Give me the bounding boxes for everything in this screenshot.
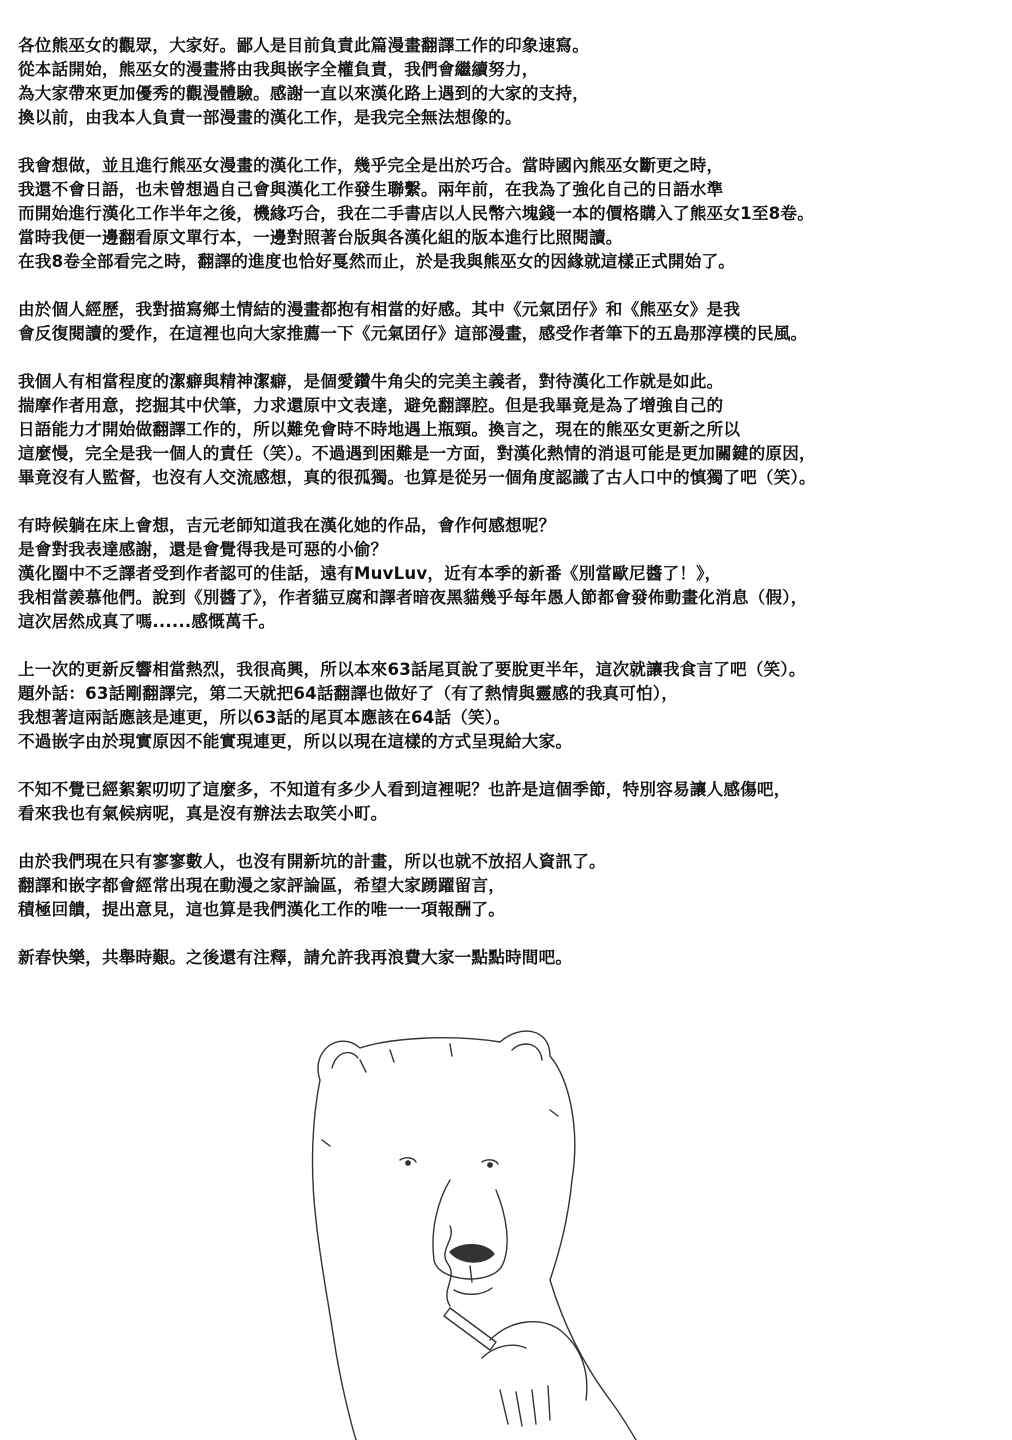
text-line: 不知不覺已經絮絮叨叨了這麼多，不知道有多少人看到這裡呢？也許是這個季節，特別容易讓人感傷吧， bbox=[18, 780, 791, 799]
text-line: 這次居然成真了嗎......感慨萬千。 bbox=[18, 612, 276, 631]
text-line: 有時候躺在床上會想，吉元老師知道我在漢化她的作品，會作何感想呢？ bbox=[18, 516, 556, 535]
text-line: 題外話：63話剛翻譯完，第二天就把64話翻譯也做好了（有了熱情與靈感的我真可怕）， bbox=[18, 684, 679, 703]
bear-sketch-icon bbox=[250, 1020, 690, 1440]
text-line: 由於個人經歷，我對描寫鄉土情結的漫畫都抱有相當的好感。其中《元氣囝仔》和《熊巫女》是我 bbox=[18, 300, 741, 319]
text-line: 揣摩作者用意，挖掘其中伏筆，力求還原中文表達，避免翻譯腔。但是我畢竟是為了增強自己的 bbox=[18, 396, 724, 415]
text-line: 我相當羨慕他們。說到《別醬了》，作者貓豆腐和譯者暗夜黑貓幾乎每年愚人節都會發佈動畫化消息（假）， bbox=[18, 588, 808, 607]
text-line: 看來我也有氣候病呢，真是沒有辦法去取笑小町。 bbox=[18, 804, 388, 823]
text-line: 畢竟沒有人監督，也沒有人交流感想，真的很孤獨。也算是從另一個角度認識了古人口中的慎獨了吧（笑）。 bbox=[18, 468, 816, 487]
text-line: 積極回饋，提出意見，這也算是我們漢化工作的唯一一項報酬了。 bbox=[18, 900, 506, 919]
text-line: 新春快樂，共舉時艱。之後還有注釋，請允許我再浪費大家一點點時間吧。 bbox=[18, 948, 573, 967]
text-line: 我個人有相當程度的潔癖與精神潔癖，是個愛鑽牛角尖的完美主義者，對待漢化工作就是如此。 bbox=[18, 372, 724, 391]
text-line: 漢化圈中不乏譯者受到作者認可的佳話，遠有MuvLuv，近有本季的新番《別當歐尼醬了！》， bbox=[18, 564, 722, 583]
afterword-text bbox=[18, 34, 1008, 994]
bear-smoking-illustration bbox=[250, 1020, 690, 1440]
text-line: 為大家帶來更加優秀的觀漫體驗。感謝一直以來漢化路上遇到的大家的支持， bbox=[18, 84, 589, 103]
paragraph-perfectionism bbox=[18, 370, 1008, 490]
text-line: 我會想做，並且進行熊巫女漫畫的漢化工作，幾乎完全是出於巧合。當時國內熊巫女斷更之時， bbox=[18, 156, 724, 175]
text-line: 從本話開始，熊巫女的漫畫將由我與嵌字全權負責，我們會繼續努力， bbox=[18, 60, 539, 79]
text-line: 日語能力才開始做翻譯工作的，所以難免會時不時地遇上瓶頸。換言之，現在的熊巫女更新之所以 bbox=[18, 420, 741, 439]
text-line: 會反復閱讀的愛作，在這裡也向大家推薦一下《元氣囝仔》這部漫畫，感受作者筆下的五島那淳樸的民風。 bbox=[18, 324, 808, 343]
text-line: 換以前，由我本人負責一部漫畫的漢化工作，是我完全無法想像的。 bbox=[18, 108, 522, 127]
paragraph-recommendation bbox=[18, 298, 1008, 346]
text-line: 我想著這兩話應該是連更，所以63話的尾頁本應該在64話（笑）。 bbox=[18, 708, 511, 727]
text-line: 各位熊巫女的觀眾，大家好。鄙人是目前負責此篇漫畫翻譯工作的印象速寫。 bbox=[18, 36, 589, 55]
text-line: 當時我便一邊翻看原文單行本，一邊對照著台版與各漢化組的版本進行比照閱讀。 bbox=[18, 228, 623, 247]
text-line: 上一次的更新反響相當熱烈，我很高興，所以本來63話尾頁說了要脫更半年，這次就讓我食言了吧（笑）。 bbox=[18, 660, 806, 679]
text-line: 在我8卷全部看完之時，翻譯的進度也恰好戛然而止，於是我與熊巫女的因緣就這樣正式開始了。 bbox=[18, 252, 736, 271]
text-line: 不過嵌字由於現實原因不能實現連更，所以以現在這樣的方式呈現給大家。 bbox=[18, 732, 573, 751]
paragraph-greeting bbox=[18, 34, 1008, 130]
paragraph-recruitment bbox=[18, 850, 1008, 922]
text-line: 是會對我表達感謝，還是會覺得我是可惡的小偷？ bbox=[18, 540, 388, 559]
text-line: 這麼慢，完全是我一個人的責任（笑）。不過遇到困難是一方面，對漢化熱情的消退可能是更加關鍵的原因， bbox=[18, 444, 816, 463]
text-line: 翻譯和嵌字都會經常出現在動漫之家評論區，希望大家踴躍留言， bbox=[18, 876, 506, 895]
paragraph-author-thoughts bbox=[18, 514, 1008, 634]
text-line: 而開始進行漢化工作半年之後，機緣巧合，我在二手書店以人民幣六塊錢一本的價格購入了熊巫女1至8卷。 bbox=[18, 204, 815, 223]
paragraph-update-notes bbox=[18, 658, 1008, 754]
paragraph-closing bbox=[18, 946, 1008, 970]
paragraph-season bbox=[18, 778, 1008, 826]
paragraph-origin bbox=[18, 154, 1008, 274]
text-line: 由於我們現在只有寥寥數人，也沒有開新坑的計畫，所以也就不放招人資訊了。 bbox=[18, 852, 606, 871]
text-line: 我還不會日語，也未曾想過自己會與漢化工作發生聯繫。兩年前，在我為了強化自己的日語水準 bbox=[18, 180, 724, 199]
